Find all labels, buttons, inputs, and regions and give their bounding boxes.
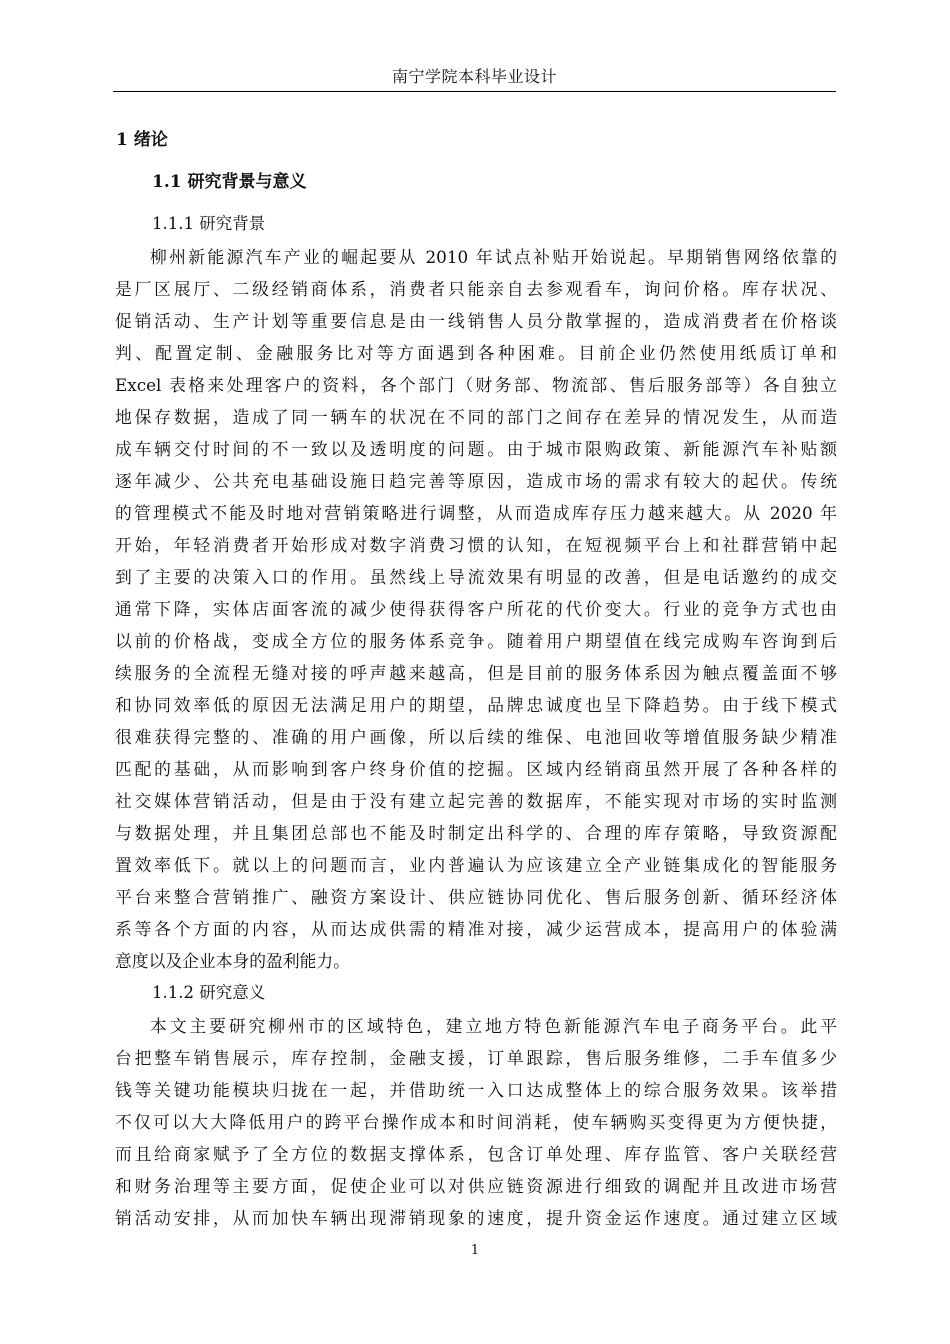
paragraph-line: 意度以及企业本身的盈利能力。 xyxy=(115,951,350,971)
paragraph-line: 柳州新能源汽车产业的崛起要从 2010 年试点补贴开始说起。早期销售网络依靠的 xyxy=(150,247,837,267)
paragraph-line: 平台来整合营销推广、融资方案设计、供应链协同优化、售后服务创新、循环经济体 xyxy=(115,887,837,907)
paragraph-line: 钱等关键功能模块归拢在一起，并借助统一入口达成整体上的综合服务效果。该举措 xyxy=(115,1080,837,1100)
paragraph-line: 判、配置定制、金融服务比对等方面遇到各种困难。目前企业仍然使用纸质订单和 xyxy=(115,343,837,363)
running-header: 南宁学院本科毕业设计 xyxy=(391,67,557,86)
subsection-heading-significance: 1.1.2 研究意义 xyxy=(152,983,266,1002)
header-rule xyxy=(113,91,836,92)
paragraph-line: 促销活动、生产计划等重要信息是由一线销售人员分散掌握的，造成消费者在价格谈 xyxy=(115,311,837,331)
paragraph-line: 是厂区展厅、二级经销商体系，消费者只能亲自去参观看车，询问价格。库存状况、 xyxy=(115,279,837,299)
paragraph-line: 成车辆交付时间的不一致以及透明度的问题。由于城市限购政策、新能源汽车补贴额 xyxy=(115,439,837,459)
paragraph-line: 系等各个方面的内容，从而达成供需的精准对接，减少运营成本，提高用户的体验满 xyxy=(115,919,837,939)
page-number: 1 xyxy=(470,1243,480,1258)
paragraph-line: 置效率低下。就以上的问题而言，业内普遍认为应该建立全产业链集成化的智能服务 xyxy=(115,855,837,875)
subsection-heading-background: 1.1.1 研究背景 xyxy=(152,214,266,233)
paragraph-line: 本文主要研究柳州市的区域特色，建立地方特色新能源汽车电子商务平台。此平 xyxy=(150,1016,837,1036)
paragraph-line: 台把整车销售展示，库存控制，金融支援，订单跟踪，售后服务维修，二手车值多少 xyxy=(115,1048,837,1068)
paragraph-line: 续服务的全流程无缝对接的呼声越来越高，但是目前的服务体系因为触点覆盖面不够 xyxy=(115,663,837,683)
paragraph-line: 和财务治理等主要方面，促使企业可以对供应链资源进行细致的调配并且改进市场营 xyxy=(115,1176,837,1196)
paragraph-line: 销活动安排，从而加快车辆出现滞销现象的速度，提升资金运作速度。通过建立区域 xyxy=(115,1208,837,1228)
paragraph-line: 以前的价格战，变成全方位的服务体系竞争。随着用户期望值在线完成购车咨询到后 xyxy=(115,631,837,651)
chapter-heading: 1 绪论 xyxy=(116,130,168,150)
paragraph-line: 不仅可以大大降低用户的跨平台操作成本和时间消耗，使车辆购买变得更为方便快捷， xyxy=(115,1112,837,1132)
paragraph-line: 和协同效率低的原因无法满足用户的期望，品牌忠诚度也呈下降趋势。由于线下模式 xyxy=(115,695,837,715)
paragraph-line: 地保存数据，造成了同一辆车的状况在不同的部门之间存在差异的情况发生，从而造 xyxy=(115,407,837,427)
paragraph-line: Excel 表格来处理客户的资料，各个部门（财务部、物流部、售后服务部等）各自独立 xyxy=(115,375,837,395)
paragraph-line: 通常下降，实体店面客流的减少使得获得客户所花的代价变大。行业的竞争方式也由 xyxy=(115,599,837,619)
paragraph-line: 逐年减少、公共充电基础设施日趋完善等原因，造成市场的需求有较大的起伏。传统 xyxy=(115,471,837,491)
paragraph-line: 到了主要的决策入口的作用。虽然线上导流效果有明显的改善，但是电话邀约的成交 xyxy=(115,567,837,587)
paragraph-line: 很难获得完整的、准确的用户画像，所以后续的维保、电池回收等增值服务缺少精准 xyxy=(115,727,837,747)
paragraph-line: 而且给商家赋予了全方位的数据支撑体系，包含订单处理、库存监管、客户关联经营 xyxy=(115,1144,837,1164)
paragraph-line: 与数据处理，并且集团总部也不能及时制定出科学的、合理的库存策略，导致资源配 xyxy=(115,823,837,843)
paragraph-line: 开始，年轻消费者开始形成对数字消费习惯的认知，在短视频平台上和社群营销中起 xyxy=(115,535,837,555)
paragraph-line: 匹配的基础，从而影响到客户终身价值的挖掘。区域内经销商虽然开展了各种各样的 xyxy=(115,759,837,779)
section-heading: 1.1 研究背景与意义 xyxy=(152,172,307,192)
paragraph-line: 社交媒体营销活动，但是由于没有建立起完善的数据库，不能实现对市场的实时监测 xyxy=(115,791,837,811)
paragraph-line: 的管理模式不能及时地对营销策略进行调整，从而造成库存压力越来越大。从 2020 年 xyxy=(115,503,837,523)
